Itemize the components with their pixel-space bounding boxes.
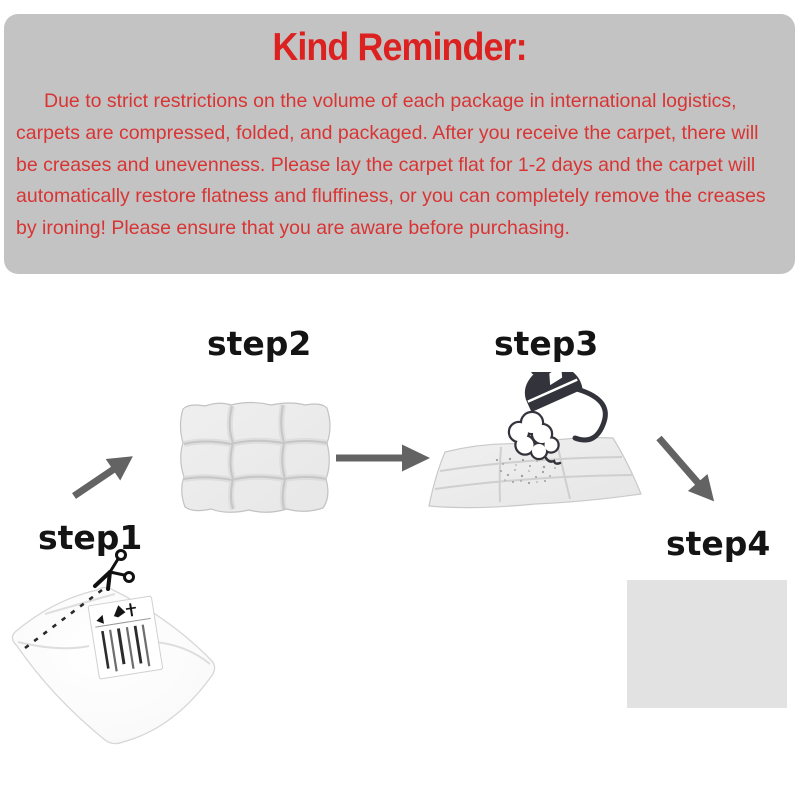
step4-label: step4 — [666, 524, 771, 563]
scissors-icon — [95, 551, 134, 590]
package-illustration — [5, 548, 230, 754]
arrow-up-right-icon — [68, 446, 142, 504]
shipping-label — [88, 596, 163, 679]
ironing-scene — [415, 372, 655, 518]
reminder-title: Kind Reminder: — [272, 26, 527, 69]
flat-carpet-illustration — [627, 580, 787, 708]
folded-carpet-illustration — [175, 397, 335, 518]
reminder-body-text: Due to strict restrictions on the volume of each package in international logistics, carpets are compressed, folded, and packaged. After you receive the carpet, there will be creases and unevenness. Please lay the carpet flat for 1-2 days and the carpet will automatically restore flatness and fluffiness, or you can completely remove the creases by ironing! Please ensure that you are aware before purchasing. — [16, 90, 766, 240]
arrow-down-right-icon — [650, 432, 730, 518]
step3-label: step3 — [494, 324, 599, 363]
reminder-panel — [4, 14, 795, 274]
iron-handle — [573, 388, 605, 440]
step1-label: step1 — [38, 518, 143, 557]
step2-label: step2 — [207, 324, 312, 363]
carpet-outline — [181, 403, 331, 513]
